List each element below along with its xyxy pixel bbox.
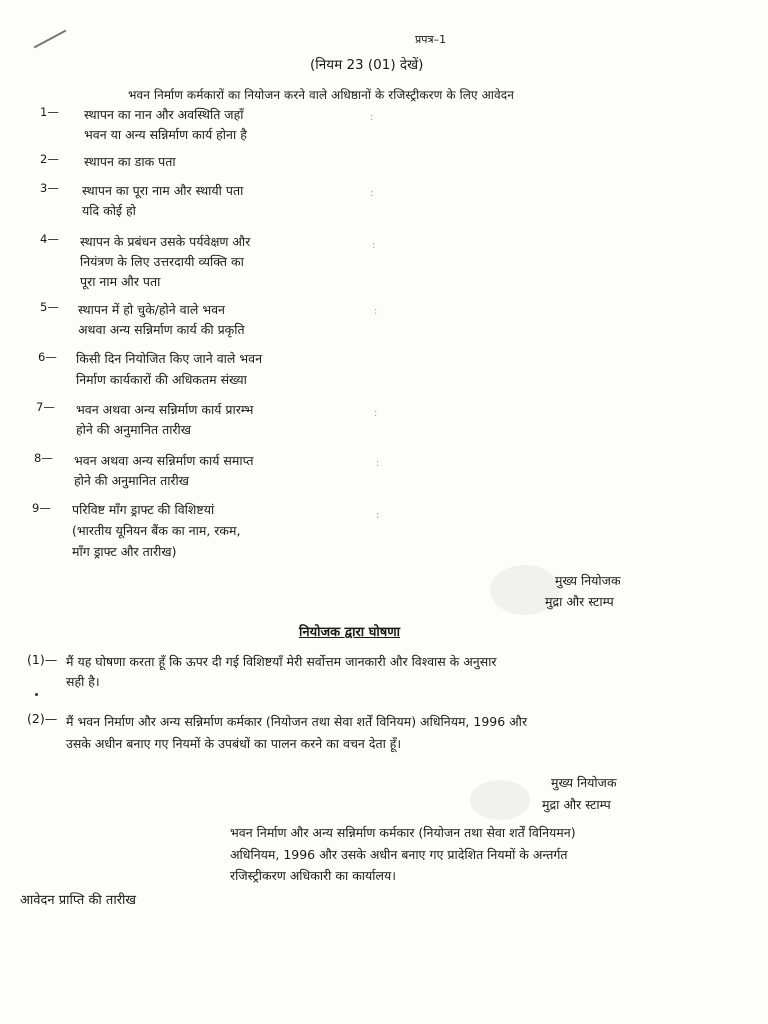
stamp-smudge	[470, 780, 530, 820]
item-9-line-2: (भारतीय यूनियन बैंक का नाम, रकम,	[72, 523, 241, 538]
signature-1-stamp: मुद्रा और स्टाम्प	[545, 594, 614, 609]
colon-mark: :	[374, 408, 378, 419]
item-9-number: 9—	[32, 501, 51, 515]
item-8-line-2: होने की अनुमानित तारीख	[74, 473, 190, 488]
receipt-date-label: आवेदन प्राप्ति की तारीख	[20, 893, 137, 908]
item-6-line-2: निर्माण कार्यकारों की अधिकतम संख्या	[76, 372, 247, 387]
item-1-line-2: भवन या अन्य सन्निर्माण कार्य होना है	[84, 127, 247, 142]
declaration-1-line-1: मैं यह घोषणा करता हूँ कि ऊपर दी गई विशिष्टयाँ मेरी सर्वोत्तम जानकारी और विश्वास के अनुसार	[66, 654, 497, 669]
rule-reference: (नियम 23 (01) देखें)	[310, 57, 424, 73]
declaration-1-line-2: सही है।	[66, 674, 100, 689]
item-4-line-2: नियंत्रण के लिए उत्तरदायी व्यक्ति का	[80, 254, 244, 269]
declaration-2-line-1: मैं भवन निर्माण और अन्य सन्निर्माण कर्मकार (नियोजन तथा सेवा शर्तें विनियम) अधिनियम, 1996 और	[66, 714, 528, 729]
office-line-3: रजिस्ट्रीकरण अधिकारी का कार्यालय।	[230, 868, 396, 883]
office-line-1: भवन निर्माण और अन्य सन्निर्माण कर्मकार (नियोजन तथा सेवा शर्तें विनियमन)	[230, 825, 576, 840]
item-7-number: 7—	[36, 400, 55, 414]
item-1-number: 1—	[40, 105, 59, 119]
item-8-line-1: भवन अथवा अन्य सन्निर्माण कार्य समाप्त	[74, 453, 254, 468]
signature-2-title: मुख्य नियोजक	[551, 775, 617, 790]
declaration-2-number: (2)—	[27, 711, 58, 726]
item-6-line-1: किसी दिन नियोजित किए जाने वाले भवन	[76, 351, 263, 366]
item-4-number: 4—	[40, 232, 59, 246]
form-number: प्रपत्र–1	[415, 33, 447, 46]
colon-mark: :	[370, 112, 374, 123]
colon-mark: :	[376, 510, 380, 521]
declaration-heading: नियोजक द्वारा घोषणा	[299, 625, 401, 640]
signature-1-title: मुख्य नियोजक	[555, 573, 621, 588]
colon-mark: :	[370, 188, 374, 199]
office-line-2: अधिनियम, 1996 और उसके अधीन बनाए गए प्रादेशित नियमों के अन्तर्गत	[230, 847, 568, 862]
item-2-number: 2—	[40, 152, 59, 166]
colon-mark: :	[372, 240, 376, 251]
signature-2-stamp: मुद्रा और स्टाम्प	[542, 797, 611, 812]
colon-mark: :	[374, 306, 378, 317]
scan-mark	[34, 30, 67, 49]
scan-dot	[35, 693, 38, 696]
document-title: भवन निर्माण कर्मकारों का नियोजन करने वाले अधिष्ठानों के रजिस्ट्रीकरण के लिए आवेदन	[128, 88, 514, 102]
declaration-1-number: (1)—	[27, 652, 58, 667]
item-7-line-2: होने की अनुमानित तारीख	[76, 422, 192, 437]
item-2-line-1: स्थापन का डाक पता	[84, 154, 176, 169]
item-3-line-1: स्थापन का पूरा नाम और स्थायी पता	[82, 183, 244, 198]
item-3-line-2: यदि कोई हो	[82, 203, 136, 218]
item-7-line-1: भवन अथवा अन्य सन्निर्माण कार्य प्रारम्भ	[76, 402, 254, 417]
item-9-line-3: माँग ड्राफ्ट और तारीख)	[72, 544, 177, 559]
item-3-number: 3—	[40, 181, 59, 195]
item-6-number: 6—	[38, 350, 57, 364]
item-5-line-1: स्थापन में हो चुके/होने वाले भवन	[78, 302, 225, 317]
item-9-line-1: परिविष्ट माँग ड्राफ्ट की विशिष्टयां	[72, 502, 215, 517]
item-5-line-2: अथवा अन्य सन्निर्माण कार्य की प्रकृति	[78, 322, 245, 337]
colon-mark: :	[376, 458, 380, 469]
item-1-line-1: स्थापन का नान और अवस्थिति जहाँ	[84, 107, 244, 122]
item-5-number: 5—	[40, 300, 59, 314]
declaration-2-line-2: उसके अधीन बनाए गए नियमों के उपबंधों का पालन करने का वचन देता हूँ।	[66, 736, 402, 751]
item-8-number: 8—	[34, 451, 53, 465]
item-4-line-3: पूरा नाम और पता	[80, 274, 161, 289]
item-4-line-1: स्थापन के प्रबंधन उसके पर्यवेक्षण और	[80, 234, 251, 249]
